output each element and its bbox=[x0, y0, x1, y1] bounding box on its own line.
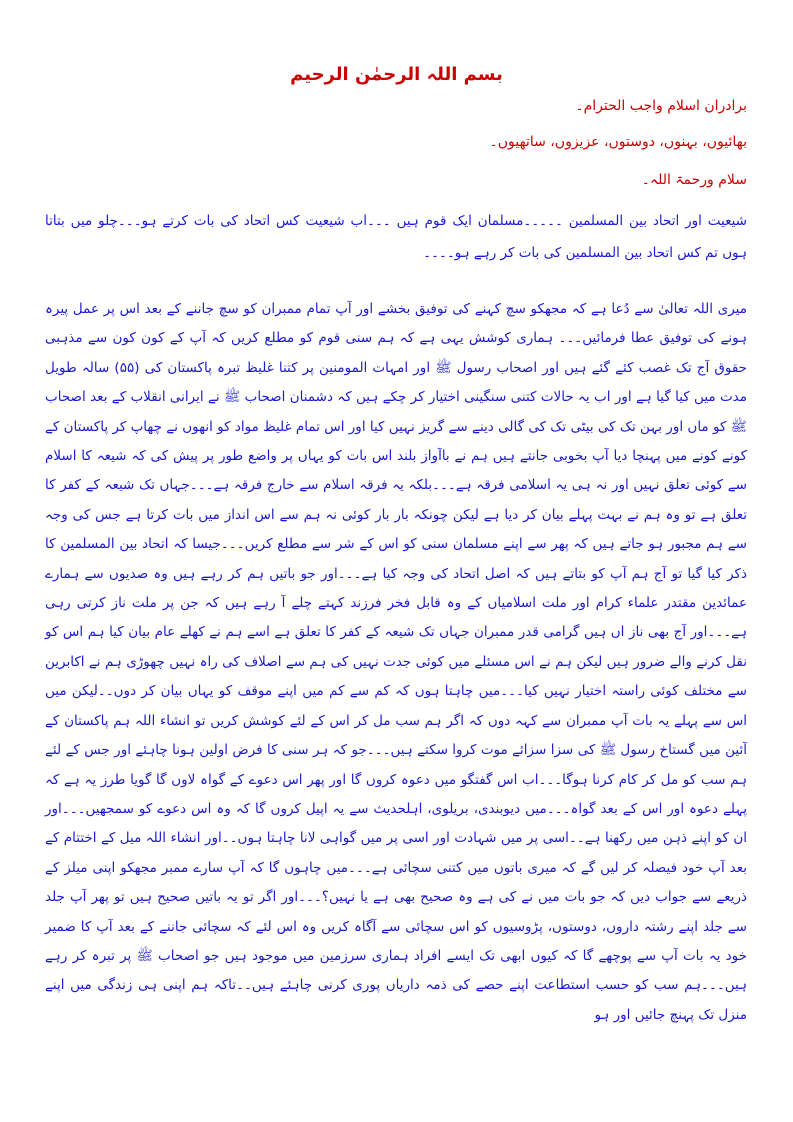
greeting-line-brothers: برادران اسلام واجب الحترام۔ bbox=[575, 98, 747, 114]
greeting-line-salam: سلام ورحمۃ اللہ۔ bbox=[641, 172, 747, 188]
body-paragraph-1: شیعیت اور اتحاد بین المسلمین ۔۔۔۔۔مسلمان ایک قوم ہیں ۔۔۔اب شیعیت کس اتحاد کی بات کرتے ہو۔۔۔چلو میں بتاتا ہوں تم کس اتحاد بین المسلمین کی بات کر رہے ہو۔۔۔۔ bbox=[45, 213, 747, 261]
greeting-line-friends: بھائیوں، بہنوں، دوستوں، عزیزوں، ساتھیوں۔ bbox=[489, 134, 747, 150]
body-paragraph-2: میری اللہ تعالیٰ سے دُعا ہے کہ مجھکو سچ کہنے کی توفیق بخشے اور آپ تمام ممبران کو سچ جاننے کے بعد اس پر عمل پیرہ ہونے کی توفیق عطا فرمائیں۔۔۔ ہماری کوشش یہی ہے کہ ہم سنی قوم کو مطلع کریں کہ آپ کے کون کون سے مذہبی حقوق آج تک غصب کئے گئے ہیں اور اصحاب رسول ﷺ اور امہات المومنین پر کتنا غلیظ تبرہ پاکستان کی (۵۵) سالہ طویل مدت میں کیا گیا ہے اور اب یہ حالات کتنی سنگینی اختیار کر چکے ہیں کہ دشمنان اصحاب ﷺ نے ایرانی انقلاب کے بعد اصحاب ﷺ کو ماں اور بہن تک کی بیٹی تک کی گالی دینے سے گریز نہیں کیا اور اس تمام غلیظ مواد کو انھوں نے چھاپ کر پاکستان کے کونے کونے میں پہنچا دیا آپ بخوبی جانتے ہیں ہم نے باآواز بلند اس بات کو یہاں پر واضع طور پر پیش کی کہ شیعہ کا اسلام سے کوئی تعلق نہیں اور نہ ہی یہ اسلامی فرقہ ہے۔۔۔بلکہ یہ فرقہ اسلام سے خارج فرقہ ہے۔۔۔جہاں تک شیعہ کے کفر کا تعلق ہے تو وہ ہم نے بہت پہلے بیان کر دیا ہے لیکن چونکہ بار بار کوئی نہ ہم سے اس انداز میں بات کرتا ہے جس کی وجہ سے ہم مجبور ہو جاتے ہیں کہ پھر سے اپنے مسلمان سنی کو اس کے شر سے مطلع کریں۔۔۔جیسا کہ اتحاد بین المسلمین کا ذکر کیا گیا تو آج ہم آپ کو بتاتے ہیں کہ اصل اتحاد کی وجہ کیا ہے۔۔۔اور جو باتیں ہم کر رہے ہیں وہ صدیوں سے ہمارے عمائدین مقتدر علماء کرام اور ملت اسلامیاں کے وہ قابل فخر فرزند کہتے چلے آ رہے ہیں کہ جن پر ملت ناز کرتی رہی ہے۔۔۔اور آج بھی ناز اں ہیں گرامی قدر ممبران جہاں تک شیعہ کے کفر کا تعلق ہے اسے ہم نے کھلے عام بیان کیا ہم اس کو نقل کرنے والے ضرور ہیں لیکن ہم نے اس مسئلے میں کوئی جدت نہیں کی ہم سے اصلاف کی راہ نہیں چھوڑی ہم نے اکابرین سے مختلف کوئی راستہ اختیار نہیں کیا۔۔۔میں چاہتا ہوں کہ کم سے کم میں اپنے موقف کو یہاں بیان کر دوں۔۔لیکن میں اس سے پہلے یہ بات آپ ممبران سے کہہ دوں کہ اگر ہم سب مل کر اس کے لئے کوشش کریں تو انشاء اللہ ہم پاکستان کے آئین میں گستاخ رسول ﷺ کی سزا سزائے موت کروا سکتے ہیں۔۔۔جو کہ ہر سنی کا فرض اولین ہونا چاہئے اور جس کے لئے ہم سب کو مل کر کام کرنا ہوگا۔۔۔اب اس گفتگو میں دعوہ کروں گا اور پھر اس دعوے کے گواہ لاوں گا گویا طرز یہ ہے کہ پہلے دعوہ اور اس کے بعد گواہ۔۔۔میں دیوبندی، بریلوی، اہلحدیث سے یہ اپیل کروں گا کہ وہ اس دعوے کو سمجھیں۔۔۔اور ان کو اپنے ذہن میں رکھنا ہے۔۔اسی پر میں شہادت اور اسی پر میں گواہی لانا چاہتا ہوں۔۔اور انشاء اللہ میل کے اختتام کے بعد آپ خود فیصلہ کر لیں گے کہ میری باتوں میں کتنی سچائی ہے۔۔۔میں چاہوں گا کہ آپ سارے ممبر مجھکو اپنی میلز کے ذریعے سے جواب دیں کہ جو بات میں نے کی ہے وہ صحیح بھی ہے یا نہیں؟۔۔۔اور اگر تو یہ باتیں صحیح ہیں تو پھر آپ جلد سے جلد اپنے رشتہ داروں، دوستوں، پڑوسیوں کو اس سچائی سے آگاہ کریں وہ اس لئے کہ سچائی جاننے کے بعد آپ کا ضمیر خود یہ بات آپ سے پوچھے گا کہ کیوں ابھی تک ایسے افراد ہماری سرزمین میں موجود ہیں جو اصحاب ﷺ پر تبرہ کر رہے ہیں۔۔۔ہم سب کو حسب استطاعت اپنے حصے کی ذمہ داریاں پوری کرنی چاہئے ہیں۔۔تاکہ ہم اپنی ہی زندگی میں اپنے منزل تک پہنچ جائیں اور ہو bbox=[45, 301, 748, 1023]
bismillah-heading: بسم اللہ الرحمٰن الرحیم bbox=[290, 64, 503, 85]
